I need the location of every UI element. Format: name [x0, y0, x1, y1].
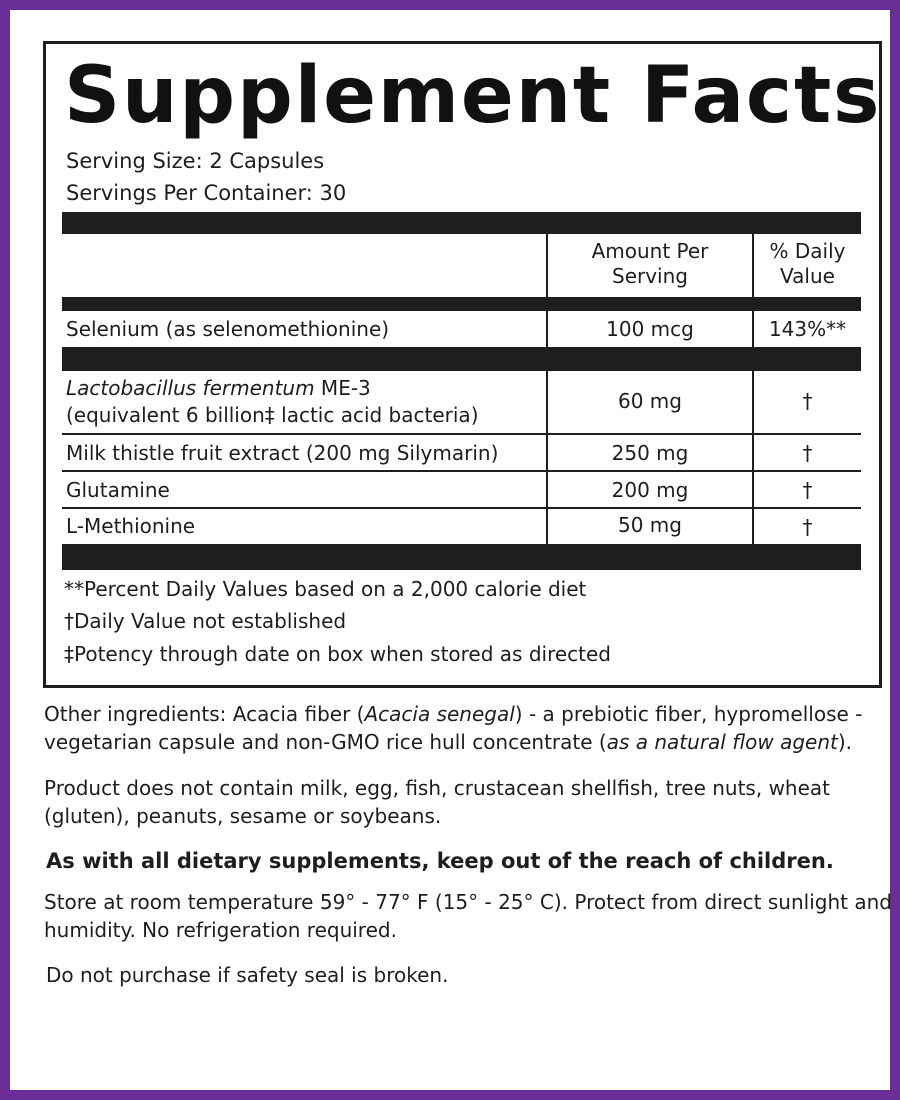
ingredient-name-italic: Lactobacillus fermentum [66, 376, 315, 400]
header-dv-line2: Value [780, 264, 835, 288]
ingredient-amount: 60 mg [618, 389, 682, 413]
nutrient-name: Selenium (as selenomethionine) [66, 317, 390, 341]
row-rule [62, 507, 861, 509]
allergen-statement: Product does not contain milk, egg, fish, crustacean shellfish, tree nuts, wheat (gluten), peanuts, sesame or soybeans. [44, 776, 831, 828]
ingredient-name-rest: ME-3 [314, 376, 371, 400]
medium-rule [62, 297, 861, 311]
footnote-double-dagger: ‡Potency through date on box when stored as directed [64, 642, 611, 666]
other-ingredients-italic: as a natural flow agent [606, 730, 838, 754]
ingredient-dv: † [802, 441, 813, 465]
nutrient-amount: 100 mcg [606, 317, 694, 341]
ingredient-amount: 250 mg [611, 441, 689, 465]
row-rule [62, 470, 861, 472]
row-rule [62, 433, 861, 435]
other-ingredients-text: ). [837, 730, 853, 754]
storage-instructions: Store at room temperature 59° - 77° F (15° - 25° C). Protect from direct sunlight and humidity. No refrigeration required. [44, 890, 892, 942]
ingredient-name [66, 376, 371, 401]
other-ingredients [44, 700, 894, 756]
thick-rule-top [62, 212, 861, 234]
ingredient-name: Milk thistle fruit extract (200 mg Silymarin) [66, 441, 499, 465]
children-warning: As with all dietary supplements, keep out of the reach of children. [46, 849, 834, 873]
panel-title: Supplement Facts [64, 51, 882, 141]
ingredient-name-line2: (equivalent 6 billion‡ lactic acid bacteria) [66, 403, 479, 427]
ingredient-name: Glutamine [66, 478, 170, 502]
serving-size: Serving Size: 2 Capsules [66, 149, 325, 173]
ingredient-dv: † [802, 515, 813, 539]
ingredient-name: L-Methionine [66, 514, 196, 538]
other-ingredients-italic: Acacia senegal [364, 702, 515, 726]
footnote-daily-values: **Percent Daily Values based on a 2,000 calorie diet [64, 577, 587, 601]
thick-rule-bottom [62, 544, 861, 570]
supplement-facts-panel [43, 41, 882, 688]
header-dv-line1: % Daily [769, 239, 846, 263]
ingredient-amount: 200 mg [611, 478, 689, 502]
nutrient-dv: 143%** [768, 317, 847, 341]
servings-per-container: Servings Per Container: 30 [66, 181, 347, 205]
other-ingredients-text: ) - a prebiotic fiber, hypromellose - vegetarian capsule and non-GMO rice hull concentrate ( [44, 702, 863, 754]
ingredient-amount: 50 mg [618, 513, 682, 537]
safety-seal-note: Do not purchase if safety seal is broken. [46, 963, 449, 987]
ingredient-dv: † [802, 478, 813, 502]
header-amount-line1: Amount Per [591, 239, 709, 263]
thick-rule-mid [62, 347, 861, 371]
ingredient-dv: † [802, 389, 813, 413]
footnote-dagger: †Daily Value not established [64, 609, 347, 633]
header-amount-line2: Serving [612, 264, 688, 288]
other-ingredients-text: Other ingredients: Acacia fiber ( [44, 702, 365, 726]
